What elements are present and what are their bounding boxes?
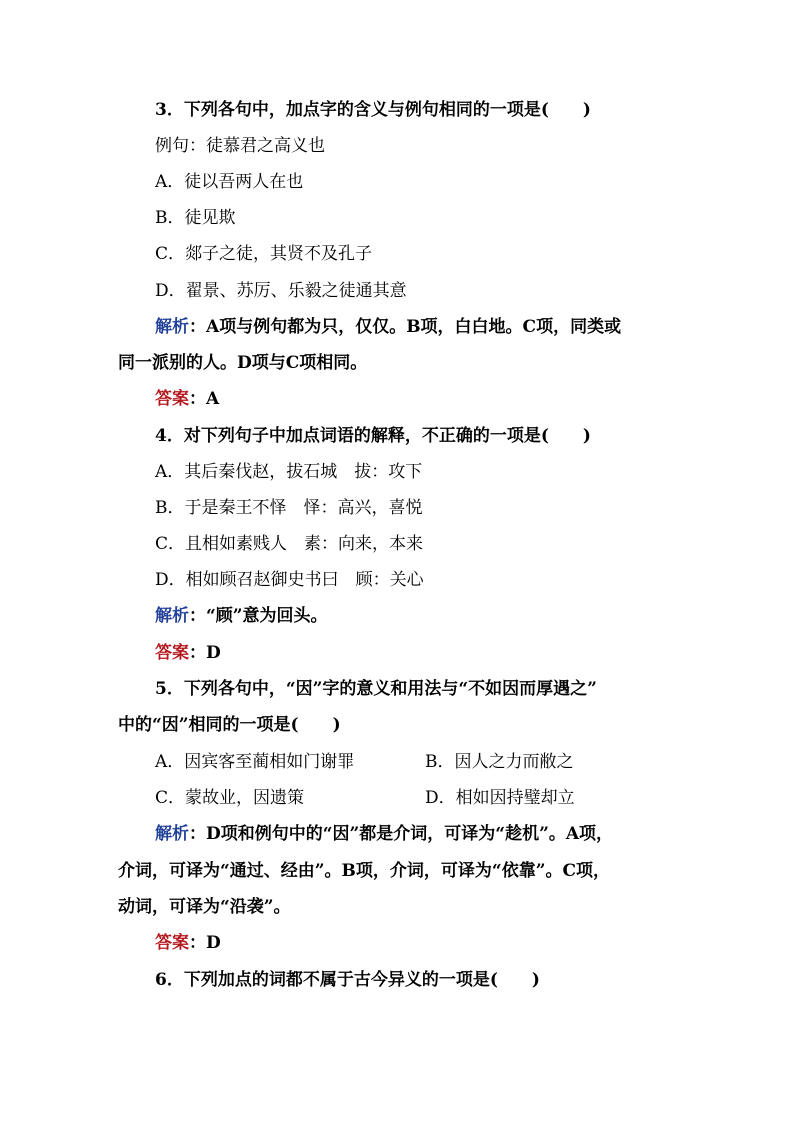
q5-options-row-2 — [155, 787, 755, 809]
q5-stem-2: 中的“因”相同的一项是( ) — [118, 715, 341, 735]
q4-option-c: C．且相如素贱人 素：向来，本来 — [155, 534, 424, 554]
q3-option-b: B．徒见欺 — [155, 208, 236, 228]
analysis-label: 解析 — [155, 317, 189, 337]
q4-analysis — [155, 605, 328, 627]
q3-answer — [155, 388, 219, 410]
q3-analysis-text-2: 同一派别的人。D项与C项相同。 — [118, 353, 368, 373]
answer-label: 答案 — [155, 389, 189, 409]
q3-analysis-text-1: ：A项与例句都为只，仅仅。B项，白白地。C项，同类或 — [189, 317, 622, 337]
q5-stem-1: 5．下列各句中，“因”字的意义和用法与“不如因而厚遇之” — [155, 679, 597, 699]
q4-analysis-text: ：“顾”意为回头。 — [189, 606, 328, 626]
q4-stem: 4．对下列句子中加点词语的解释，不正确的一项是( ) — [155, 426, 591, 446]
q5-answer-value: ：D — [189, 933, 221, 953]
q5-analysis-text-3: 动词，可译为“沿袭”。 — [118, 897, 291, 917]
q5-option-a: A．因宾客至蔺相如门谢罪 — [155, 752, 355, 772]
q5-analysis — [155, 823, 613, 845]
q4-option-a: A．其后秦伐赵，拔石城 拔：攻下 — [155, 462, 423, 482]
q5-option-d: D．相如因持璧却立 — [425, 788, 575, 808]
q3-analysis — [155, 316, 621, 338]
q6-stem: 6．下列加点的词都不属于古今异义的一项是( ) — [155, 970, 540, 990]
answer-label: 答案 — [155, 643, 189, 663]
q4-answer-value: ：D — [189, 643, 221, 663]
q5-options-row-1 — [155, 751, 755, 773]
q4-option-d: D．相如顾召赵御史书曰 顾：关心 — [155, 570, 424, 590]
q3-option-c: C．郯子之徒，其贤不及孔子 — [155, 244, 373, 264]
q3-example: 例句：徒慕君之高义也 — [155, 136, 325, 156]
q3-option-d: D．翟景、苏厉、乐毅之徒通其意 — [155, 281, 407, 301]
answer-label: 答案 — [155, 933, 189, 953]
q3-option-a: A．徒以吾两人在也 — [155, 172, 304, 192]
q5-option-c: C．蒙故业，因遗策 — [155, 788, 305, 808]
q4-option-b: B．于是秦王不怿 怿：高兴，喜悦 — [155, 498, 423, 518]
q4-answer — [155, 642, 221, 664]
q5-analysis-text-1: ：D项和例句中的“因”都是介词，可译为“趁机”。A项， — [189, 824, 614, 844]
q3-answer-value: ：A — [189, 389, 220, 409]
q3-stem: 3．下列各句中，加点字的含义与例句相同的一项是( ) — [155, 100, 591, 120]
q5-answer — [155, 932, 221, 954]
q5-analysis-text-2: 介词，可译为“通过、经由”。B项，介词，可译为“依靠”。C项， — [118, 861, 611, 881]
analysis-label: 解析 — [155, 606, 189, 626]
analysis-label: 解析 — [155, 824, 189, 844]
q5-option-b: B．因人之力而敝之 — [425, 752, 574, 772]
